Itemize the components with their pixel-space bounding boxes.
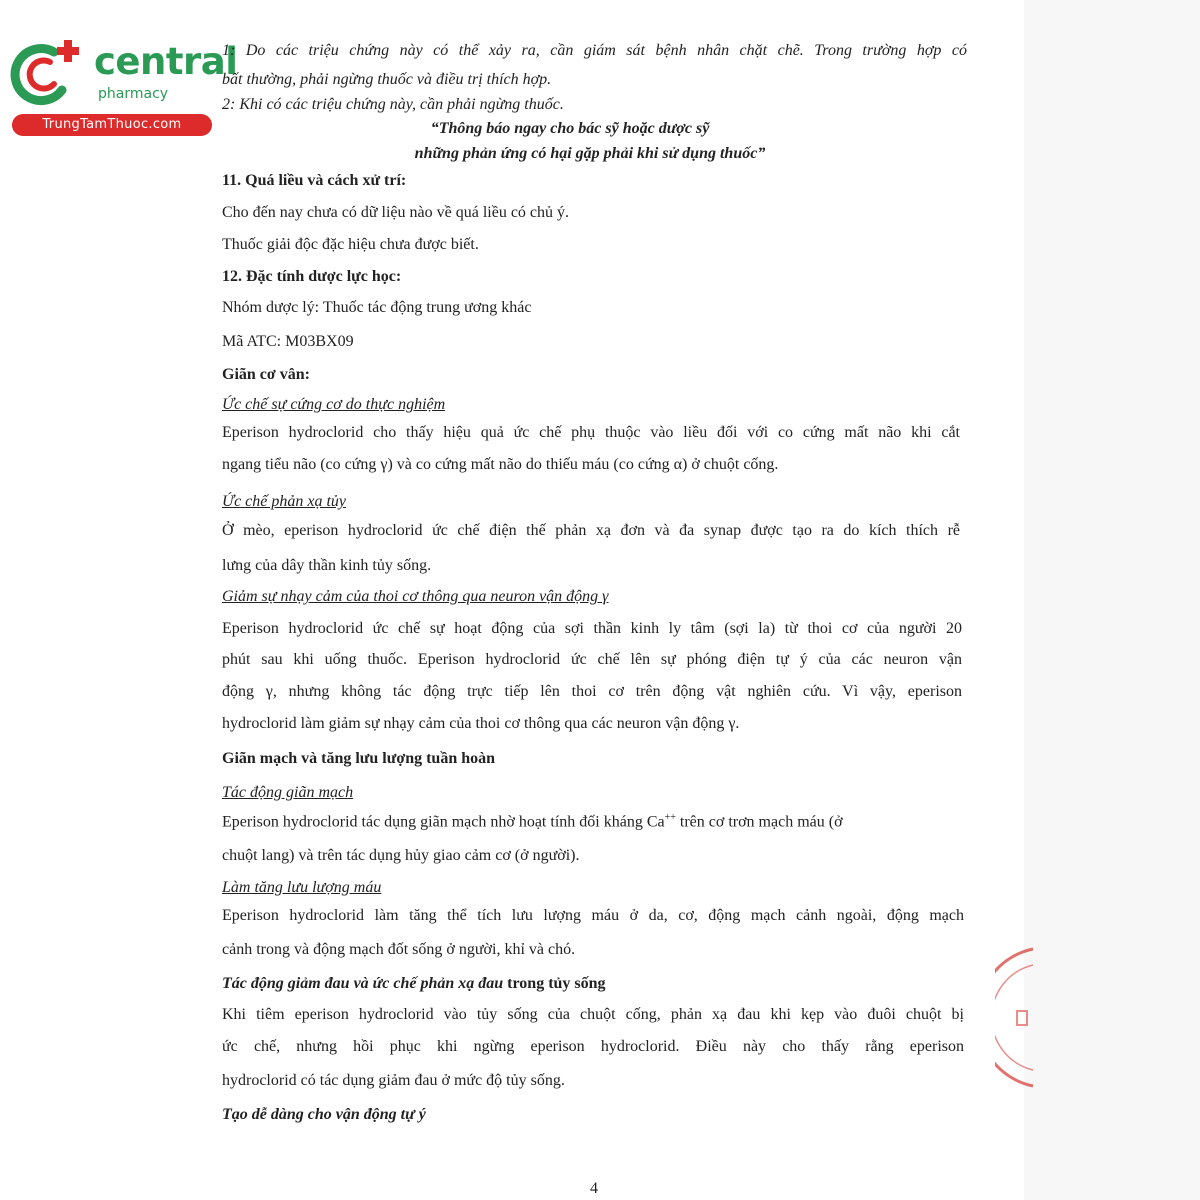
blood-flow-line-2: cảnh trong và động mạch đốt sống ở người, khỉ và chó. <box>222 941 576 958</box>
section-11-heading: 11. Quá liều và cách xử trí: <box>222 172 407 189</box>
page-edge-shadow <box>1024 0 1200 1200</box>
analgesic-line-3: hydroclorid có tác dụng giảm đau ở mức độ tủy sống. <box>222 1072 565 1089</box>
calcium-charge-superscript: ++ <box>664 812 676 823</box>
blood-flow-line-1: Eperison hydroclorid làm tăng thể tích lưu lượng máu ở da, cơ, động mạch cảnh ngoài, động mạch <box>222 907 964 924</box>
muscle-relaxation-heading: Giãn cơ vân: <box>222 366 310 383</box>
subheading-blood-flow: Làm tăng lưu lượng máu <box>222 879 382 896</box>
analgesic-heading <box>222 975 967 993</box>
subheading-rigidity-inhibition: Ức chế sự cứng cơ do thực nghiệm <box>222 396 446 413</box>
vasodilation-heading: Giãn mạch và tăng lưu lượng tuần hoàn <box>222 750 496 767</box>
subheading-vasodilation-effect: Tác động giãn mạch <box>222 784 354 801</box>
note-2: 2: Khi có các triệu chứng này, cần phải ngừng thuốc. <box>222 96 564 113</box>
vasodilation-line-2: chuột lang) và trên tác dụng hủy giao cảm cơ (ở người). <box>222 847 580 864</box>
analgesic-heading-bold: trong tủy sống <box>503 975 606 992</box>
atc-code: Mã ATC: M03BX09 <box>222 333 354 350</box>
logo-website: TrungTamThuoc.com <box>12 114 212 136</box>
analgesic-heading-italic: Tác động giảm đau và ức chế phản xạ đau <box>222 975 504 992</box>
analgesic-line-1: Khi tiêm eperison hydroclorid vào tủy sống của chuột cống, phản xạ đau khi kẹp vào đuôi chuột bị <box>222 1006 964 1023</box>
logo-subtitle: pharmacy <box>98 86 169 102</box>
red-stamp-icon <box>995 945 1035 1090</box>
central-pharmacy-logo <box>10 38 238 138</box>
pharmacological-group: Nhóm dược lý: Thuốc tác động trung ương khác <box>222 299 532 316</box>
muscle-spindle-line-3: động γ, nhưng không tác động trực tiếp lên thoi cơ trên động vật nghiên cứu. Vì vậy, eperison <box>222 683 962 700</box>
logo-name: central <box>94 40 238 83</box>
rigidity-line-1: Eperison hydroclorid cho thấy hiệu quả ức chế phụ thuộc vào liều đối với co cứng mất não khi cắt <box>222 424 960 441</box>
muscle-spindle-line-4: hydroclorid làm giảm sự nhạy cảm của thoi cơ thông qua các neuron vận động γ. <box>222 715 740 732</box>
pharmacy-cross-icon <box>10 38 90 108</box>
voluntary-movement-heading: Tạo dễ dàng cho vận động tự ý <box>222 1106 426 1123</box>
subheading-muscle-spindle: Giảm sự nhạy cảm của thoi cơ thông qua neuron vận động γ <box>222 588 609 605</box>
spinal-reflex-line-2: lưng của dây thần kinh tủy sống. <box>222 557 432 574</box>
vasodilation-line-1-text: Eperison hydroclorid tác dụng giãn mạch nhờ hoạt tính đối kháng Ca <box>222 813 665 831</box>
section-11-paragraph-1: Cho đến nay chưa có dữ liệu nào về quá liều có chủ ý. <box>222 204 570 221</box>
page-number: 4 <box>590 1180 598 1197</box>
note-1-line-2: bất thường, phải ngừng thuốc và điều trị thích hợp. <box>222 71 552 88</box>
muscle-spindle-line-1: Eperison hydroclorid ức chế sự hoạt động của sợi thần kinh ly tâm (sợi la) từ thoi cơ của người 20 <box>222 620 962 637</box>
subheading-spinal-reflex: Ức chế phản xạ tủy <box>222 493 347 510</box>
section-11-paragraph-2: Thuốc giải độc đặc hiệu chưa được biết. <box>222 236 479 253</box>
analgesic-line-2: ức chế, nhưng hồi phục khi ngừng eperison hydroclorid. Điều này cho thấy rằng eperison <box>222 1038 964 1055</box>
vasodilation-line-1 <box>222 812 967 831</box>
warning-quote-line-1: “Thông báo ngay cho bác sỹ hoặc dược sỹ <box>430 120 710 137</box>
section-12-heading: 12. Đặc tính dược lực học: <box>222 268 402 285</box>
note-1-line-1: 1: Do các triệu chứng này có thể xảy ra, cần giám sát bệnh nhân chặt chẽ. Trong trường hợp có <box>222 42 967 59</box>
spinal-reflex-line-1: Ở mèo, eperison hydroclorid ức chế điện thế phản xạ đơn và đa synap được tạo ra do kích thích rễ <box>222 522 960 539</box>
rigidity-line-2: ngang tiểu não (co cứng γ) và co cứng mất não do thiếu máu (co cứng α) ở chuột cống. <box>222 456 779 473</box>
warning-quote-line-2: những phản ứng có hại gặp phải khi sử dụng thuốc” <box>414 145 766 162</box>
muscle-spindle-line-2: phút sau khi uống thuốc. Eperison hydroclorid ức chế lên sự phóng điện tự ý của các neuron vận <box>222 651 962 668</box>
vasodilation-line-1-text-end: trên cơ trơn mạch máu (ở <box>675 813 843 831</box>
